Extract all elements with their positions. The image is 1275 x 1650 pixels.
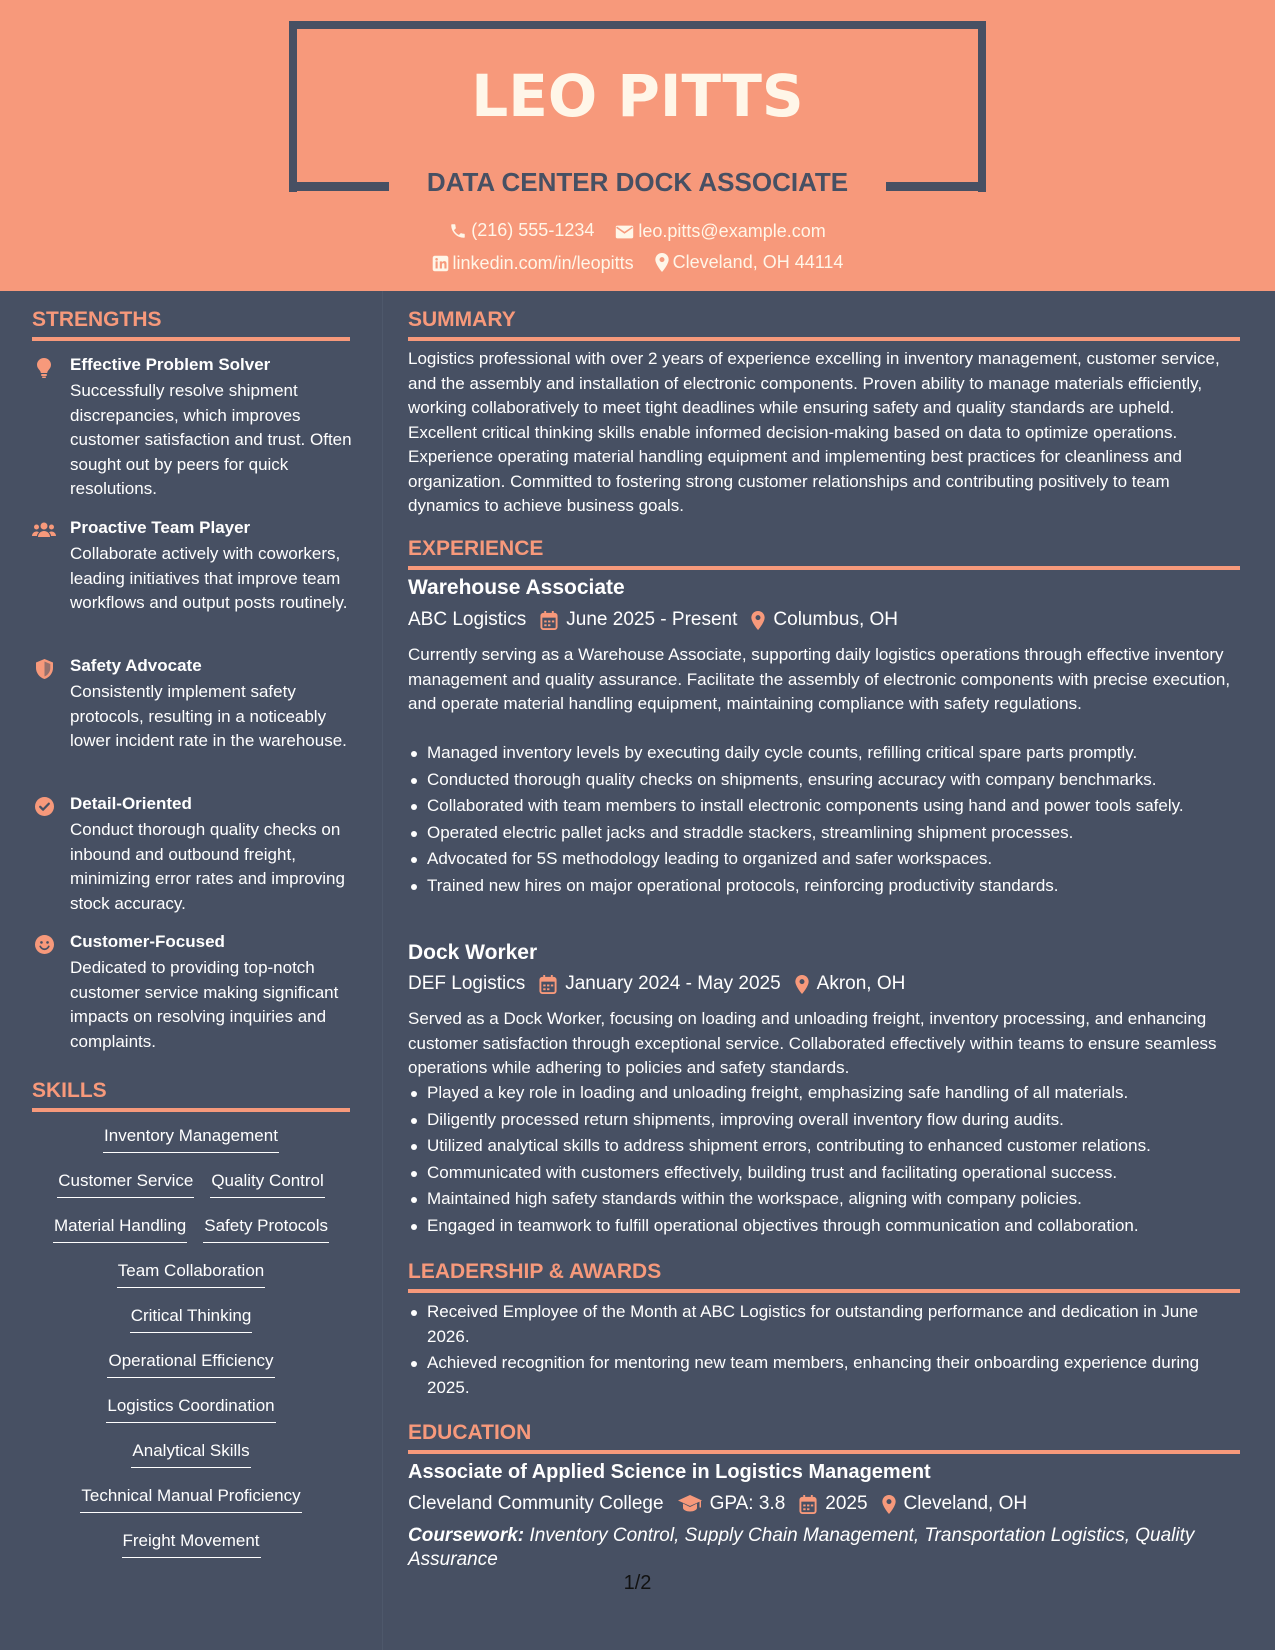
coursework <box>408 1524 1240 1572</box>
calendar-icon <box>540 611 558 630</box>
map-pin-icon <box>751 611 765 630</box>
envelope-icon <box>615 224 634 240</box>
location-text: Cleveland, OH 44114 <box>672 252 844 272</box>
strength-title: Customer-Focused <box>70 932 225 951</box>
job-bullet: Trained new hires on major operational protocols, reinforcing productivity standards. <box>408 874 1240 899</box>
strength-title: Proactive Team Player <box>70 518 251 537</box>
job-bullet: Played a key role in loading and unloading freight, emphasizing safe handling of all materials. <box>408 1081 1240 1106</box>
strength-desc: Successfully resolve shipment discrepancies, which improves customer satisfaction and trust. Often sought out by peers for quick resolutions. <box>70 381 352 498</box>
education-meta <box>408 1493 1240 1515</box>
skills-row <box>32 1306 350 1351</box>
strength-title: Detail-Oriented <box>70 794 192 813</box>
leadership-heading: LEADERSHIP & AWARDS <box>408 1260 662 1283</box>
graduation-year: 2025 <box>825 1493 868 1514</box>
skill-tag: Customer Service <box>57 1171 194 1198</box>
contact-row-1 <box>0 220 1275 245</box>
skill-tag: Material Handling <box>53 1216 187 1243</box>
job-dates: January 2024 - May 2025 <box>565 973 781 994</box>
candidate-name: LEO PITTS <box>471 62 804 130</box>
map-pin-icon <box>655 253 669 272</box>
skills-row <box>32 1126 350 1171</box>
skill-tag: Operational Efficiency <box>107 1351 274 1378</box>
contact-row-2 <box>0 252 1275 277</box>
job-bullet: Collaborated with team members to install electronic components using hand and power tools safely. <box>408 794 1240 819</box>
linkedin-text[interactable]: linkedin.com/in/leopitts <box>452 253 634 273</box>
education-heading: EDUCATION <box>408 1421 532 1444</box>
column-divider <box>382 291 383 1650</box>
skills-row <box>32 1531 350 1576</box>
leadership-bullet: Achieved recognition for mentoring new team members, enhancing their onboarding experience during 2025. <box>408 1351 1240 1400</box>
coursework-list: Inventory Control, Supply Chain Management, Transportation Logistics, Quality Assurance <box>408 1525 1195 1570</box>
phone-icon <box>449 222 467 240</box>
job-meta <box>408 609 1240 631</box>
contact-linkedin[interactable] <box>432 253 634 274</box>
phone-text: (216) 555-1234 <box>471 220 595 240</box>
skills-underline <box>32 1108 350 1112</box>
job-company: DEF Logistics <box>408 973 526 994</box>
skill-tag: Technical Manual Proficiency <box>80 1486 301 1513</box>
job-bullets <box>408 741 1240 900</box>
strength-desc: Consistently implement safety protocols, resulting in a noticeably lower incident rate in the warehouse. <box>70 682 347 750</box>
strength-title: Safety Advocate <box>70 656 202 675</box>
contact-email[interactable] <box>615 221 825 242</box>
job-title-heading: DATA CENTER DOCK ASSOCIATE <box>426 167 849 197</box>
strengths-underline <box>32 337 350 341</box>
map-pin-icon <box>882 1495 896 1514</box>
job-location: Columbus, OH <box>773 609 899 630</box>
skills-row <box>32 1486 350 1531</box>
contact-phone <box>449 220 594 241</box>
skills-list <box>32 1126 350 1576</box>
education-underline <box>408 1450 1240 1454</box>
job-description: Currently serving as a Warehouse Associate, supporting daily logistics operations through effective inventory management and quality assurance. Facilitate the assembly of electronic components with precise execution, and operate material handling equipment, maintaining compliance with safety regulations. <box>408 645 1231 713</box>
skills-heading: SKILLS <box>32 1079 107 1102</box>
degree-title: Associate of Applied Science in Logistics Management <box>408 1461 931 1483</box>
linkedin-icon <box>432 255 449 272</box>
job-bullet: Managed inventory levels by executing daily cycle counts, refilling critical spare parts promptly. <box>408 741 1240 766</box>
strength-desc: Collaborate actively with coworkers, leading initiatives that improve team workflows and output posts routinely. <box>70 544 348 612</box>
job-bullet: Utilized analytical skills to address shipment errors, contributing to enhanced customer relations. <box>408 1134 1240 1159</box>
job-bullet: Engaged in teamwork to fulfill operational objectives through communication and collaboration. <box>408 1214 1240 1239</box>
job-bullet: Communicated with customers effectively, building trust and facilitating operational success. <box>408 1161 1240 1186</box>
skills-row <box>32 1441 350 1486</box>
gpa: GPA: 3.8 <box>709 1493 786 1514</box>
strength-desc: Dedicated to providing top-notch customer service making significant impacts on resolving inquiries and complaints. <box>70 958 339 1051</box>
skill-tag: Logistics Coordination <box>106 1396 275 1423</box>
job-bullet: Advocated for 5S methodology leading to organized and safer workspaces. <box>408 847 1240 872</box>
skill-tag: Team Collaboration <box>117 1261 265 1288</box>
job-bullet: Operated electric pallet jacks and straddle stackers, streamlining shipment processes. <box>408 821 1240 846</box>
leadership-bullet: Received Employee of the Month at ABC Logistics for outstanding performance and dedication in June 2026. <box>408 1300 1240 1349</box>
strengths-heading: STRENGTHS <box>32 308 162 331</box>
job-bullet: Conducted thorough quality checks on shipments, ensuring accuracy with company benchmarks. <box>408 768 1240 793</box>
skill-tag: Quality Control <box>210 1171 324 1198</box>
summary-heading: SUMMARY <box>408 308 516 331</box>
skill-tag: Safety Protocols <box>203 1216 329 1243</box>
job-company: ABC Logistics <box>408 609 527 630</box>
skills-row <box>32 1396 350 1441</box>
users-icon <box>32 521 56 541</box>
summary-text: Logistics professional with over 2 years of experience excelling in inventory management, customer service, and the assembly and installation of electronic components. Proven ability to manage materials efficiently, working collaboratively to meet tight deadlines while ensuring safety and quality standards are upheld. Excellent critical thinking skills enable informed decision-making based on data to optimize operations. Experience operating material handling equipment and implementing best practices for cleanliness and organization. Committed to fostering strong customer relationships and contributing positively to team dynamics to achieve business goals. <box>408 349 1220 515</box>
job-title: Warehouse Associate <box>408 576 625 599</box>
job-meta <box>408 973 1240 995</box>
strength-title: Effective Problem Solver <box>70 355 271 374</box>
skill-tag: Inventory Management <box>103 1126 279 1153</box>
skill-tag: Critical Thinking <box>130 1306 253 1333</box>
strength-desc: Conduct thorough quality checks on inbound and outbound freight, minimizing error rates and improving stock accuracy. <box>70 820 345 913</box>
leadership-underline <box>408 1289 1240 1293</box>
shield-icon <box>32 659 56 679</box>
skills-row <box>32 1261 350 1306</box>
skills-row <box>32 1351 350 1396</box>
job-dates: June 2025 - Present <box>566 609 738 630</box>
job-bullets <box>408 1081 1240 1240</box>
coursework-label: Coursework: <box>408 1525 525 1546</box>
job-location: Akron, OH <box>816 973 906 994</box>
school-location: Cleveland, OH <box>903 1493 1028 1514</box>
job-description: Served as a Dock Worker, focusing on loading and unloading freight, inventory processing, and enhancing customer satisfaction through exceptional service. Collaborated effectively within teams to ensure seamless operations while adhering to policies and safety standards. <box>408 1009 1217 1077</box>
lightbulb-icon <box>32 358 56 378</box>
map-pin-icon <box>795 975 809 994</box>
skills-row <box>32 1171 350 1216</box>
job-bullet: Maintained high safety standards within the workspace, aligning with company policies. <box>408 1187 1240 1212</box>
contact-location <box>655 252 844 273</box>
page-number: 1/2 <box>623 1572 652 1594</box>
calendar-icon <box>539 975 557 994</box>
graduation-cap-icon <box>678 1495 702 1513</box>
resume-header <box>0 0 1275 291</box>
summary-underline <box>408 337 1240 341</box>
school-name: Cleveland Community College <box>408 1493 664 1514</box>
job-bullet: Diligently processed return shipments, improving overall inventory flow during audits. <box>408 1108 1240 1133</box>
skill-tag: Analytical Skills <box>131 1441 250 1468</box>
check-circle-icon <box>32 797 56 817</box>
skills-row <box>32 1216 350 1261</box>
calendar-icon <box>799 1495 817 1514</box>
leadership-bullets <box>408 1300 1240 1402</box>
skill-tag: Freight Movement <box>122 1531 261 1558</box>
smile-icon <box>32 935 56 955</box>
experience-underline <box>408 566 1240 570</box>
email-text[interactable]: leo.pitts@example.com <box>638 221 826 241</box>
job-title: Dock Worker <box>408 941 538 964</box>
experience-heading: EXPERIENCE <box>408 537 544 560</box>
